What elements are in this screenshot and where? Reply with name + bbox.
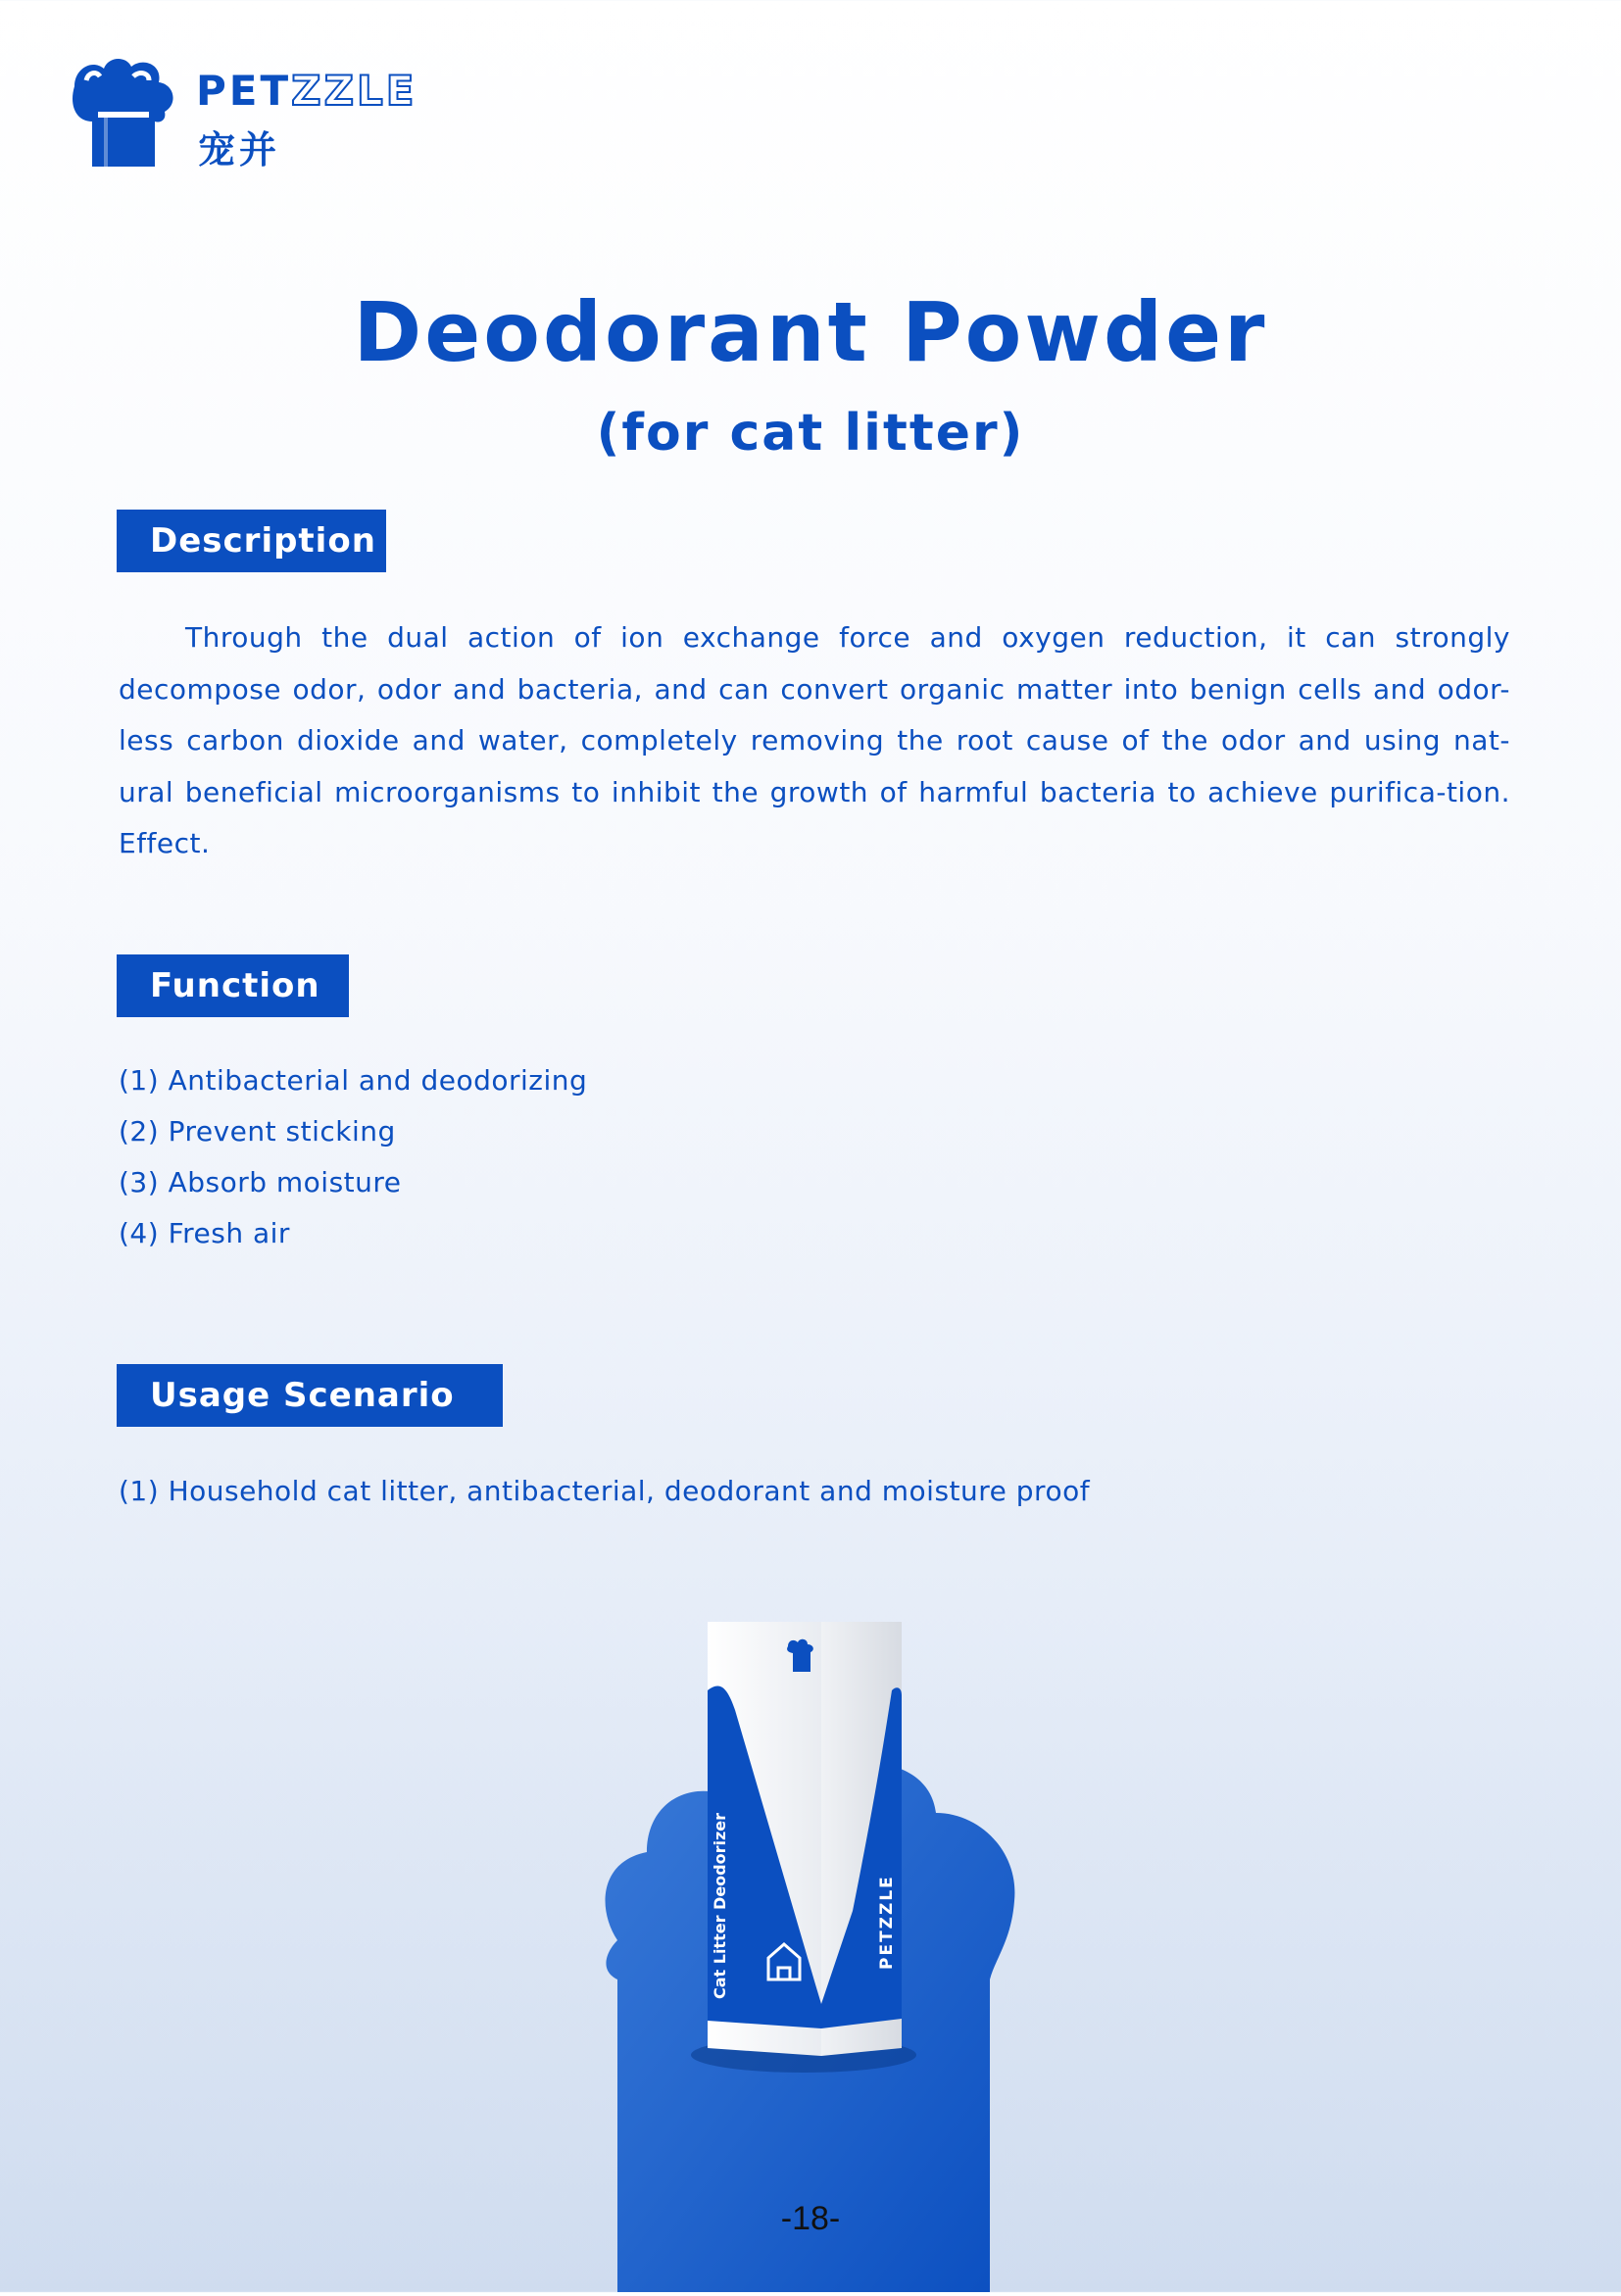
page-title: Deodorant Powder	[353, 284, 1268, 380]
description-heading: Description	[117, 510, 386, 572]
function-list	[119, 1055, 587, 1259]
product-image	[559, 1617, 1068, 2292]
list-item: (3) Absorb moisture	[119, 1166, 402, 1198]
list-item: (1) Household cat litter, antibacterial, deodorant and moisture proof	[119, 1475, 1091, 1507]
list-item: (2) Prevent sticking	[119, 1115, 396, 1148]
box-side-text: Cat Litter Deodorizer	[711, 1812, 729, 1999]
list-item: (1) Antibacterial and deodorizing	[119, 1064, 588, 1097]
usage-list	[119, 1466, 1090, 1517]
product-box-on-paw-stand-image	[559, 1617, 1068, 2292]
page-number: -18-	[780, 2200, 841, 2237]
description-text: Through the dual action of ion exchange force and oxygen reduction, it can strongly decompose odor, odor and bacteria, and can convert organic matter into benign cells and odor-less carbon dioxide and water, completely removing the root cause of the odor and using nat-ural beneficial microorganisms to inhibit the growth of harmful bacteria to achieve purifica-tion. Effect.	[119, 621, 1510, 859]
list-item: (4) Fresh air	[119, 1217, 290, 1249]
function-heading: Function	[117, 954, 349, 1017]
brand-name-chinese: 宠并	[198, 128, 281, 171]
box-brand-text: PETZZLE	[877, 1875, 897, 1970]
brand-name	[196, 67, 418, 115]
brand-name-outline: ZZLE	[291, 67, 418, 115]
brand-name-solid: PET	[196, 67, 292, 115]
cat-paw-logo-icon	[65, 51, 182, 169]
usage-scenario-heading: Usage Scenario	[117, 1364, 503, 1427]
page-subtitle: (for cat litter)	[596, 404, 1025, 463]
brand-logo	[65, 51, 427, 178]
